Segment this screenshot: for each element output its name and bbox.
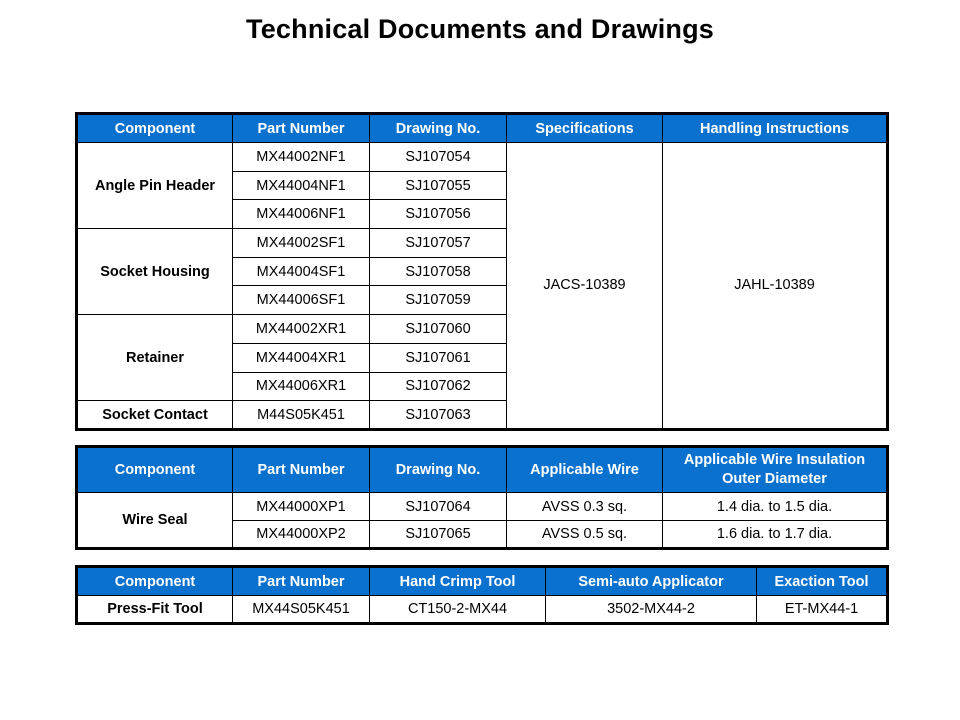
drawing-no-cell: SJ107062	[370, 372, 507, 401]
component-cell: Angle Pin Header	[77, 143, 233, 229]
col-header-hand-crimp-tool: Hand Crimp Tool	[370, 567, 546, 596]
applicable-wire-cell: AVSS 0.5 sq.	[507, 521, 663, 549]
col-header-part-number: Part Number	[233, 567, 370, 596]
hand-crimp-tool-cell: CT150-2-MX44	[370, 596, 546, 624]
col-header-handling-instructions: Handling Instructions	[663, 114, 888, 143]
col-header-part-number: Part Number	[233, 447, 370, 493]
page-title: Technical Documents and Drawings	[246, 14, 714, 44]
component-cell: Retainer	[77, 315, 233, 401]
part-number-cell: MX44004SF1	[233, 257, 370, 286]
drawing-no-cell: SJ107064	[370, 493, 507, 521]
col-header-drawing-no: Drawing No.	[370, 114, 507, 143]
col-header-part-number: Part Number	[233, 114, 370, 143]
drawing-no-cell: SJ107058	[370, 257, 507, 286]
table-row	[77, 596, 888, 624]
table-row	[77, 493, 888, 521]
part-number-cell: MX44002XR1	[233, 315, 370, 344]
table-row	[77, 143, 888, 172]
col-header-component: Component	[77, 567, 233, 596]
handling-instructions-cell: JAHL-10389	[663, 143, 888, 430]
component-cell: Press-Fit Tool	[77, 596, 233, 624]
drawing-no-cell: SJ107059	[370, 286, 507, 315]
specifications-cell: JACS-10389	[507, 143, 663, 430]
semi-auto-applicator-cell: 3502-MX44-2	[546, 596, 757, 624]
drawings-table	[75, 112, 889, 431]
part-number-cell: MX44000XP1	[233, 493, 370, 521]
table-header-row	[77, 567, 888, 596]
part-number-cell: M44S05K451	[233, 401, 370, 430]
col-header-drawing-no: Drawing No.	[370, 447, 507, 493]
table-header-row	[77, 447, 888, 493]
part-number-cell: MX44006SF1	[233, 286, 370, 315]
col-header-applicable-wire: Applicable Wire	[507, 447, 663, 493]
component-cell: Wire Seal	[77, 493, 233, 549]
tools-table	[75, 565, 889, 625]
part-number-cell: MX44006NF1	[233, 200, 370, 229]
col-header-exaction-tool: Exaction Tool	[757, 567, 888, 596]
drawing-no-cell: SJ107054	[370, 143, 507, 172]
wire-seal-table	[75, 445, 889, 550]
part-number-cell: MX44000XP2	[233, 521, 370, 549]
drawing-no-cell: SJ107061	[370, 343, 507, 372]
applicable-wire-cell: AVSS 0.3 sq.	[507, 493, 663, 521]
insulation-diameter-cell: 1.6 dia. to 1.7 dia.	[663, 521, 888, 549]
drawing-no-cell: SJ107057	[370, 229, 507, 258]
col-header-component: Component	[77, 114, 233, 143]
part-number-cell: MX44006XR1	[233, 372, 370, 401]
exaction-tool-cell: ET-MX44-1	[757, 596, 888, 624]
part-number-cell: MX44004XR1	[233, 343, 370, 372]
drawing-no-cell: SJ107065	[370, 521, 507, 549]
component-cell: Socket Contact	[77, 401, 233, 430]
part-number-cell: MX44004NF1	[233, 171, 370, 200]
part-number-cell: MX44002SF1	[233, 229, 370, 258]
col-header-component: Component	[77, 447, 233, 493]
table-header-row	[77, 114, 888, 143]
part-number-cell: MX44002NF1	[233, 143, 370, 172]
drawing-no-cell: SJ107055	[370, 171, 507, 200]
part-number-cell: MX44S05K451	[233, 596, 370, 624]
component-cell: Socket Housing	[77, 229, 233, 315]
drawing-no-cell: SJ107063	[370, 401, 507, 430]
insulation-diameter-cell: 1.4 dia. to 1.5 dia.	[663, 493, 888, 521]
col-header-insulation-diameter: Applicable Wire Insulation Outer Diameter	[663, 447, 888, 493]
drawing-no-cell: SJ107060	[370, 315, 507, 344]
col-header-specifications: Specifications	[507, 114, 663, 143]
drawing-no-cell: SJ107056	[370, 200, 507, 229]
col-header-semi-auto-applicator: Semi-auto Applicator	[546, 567, 757, 596]
